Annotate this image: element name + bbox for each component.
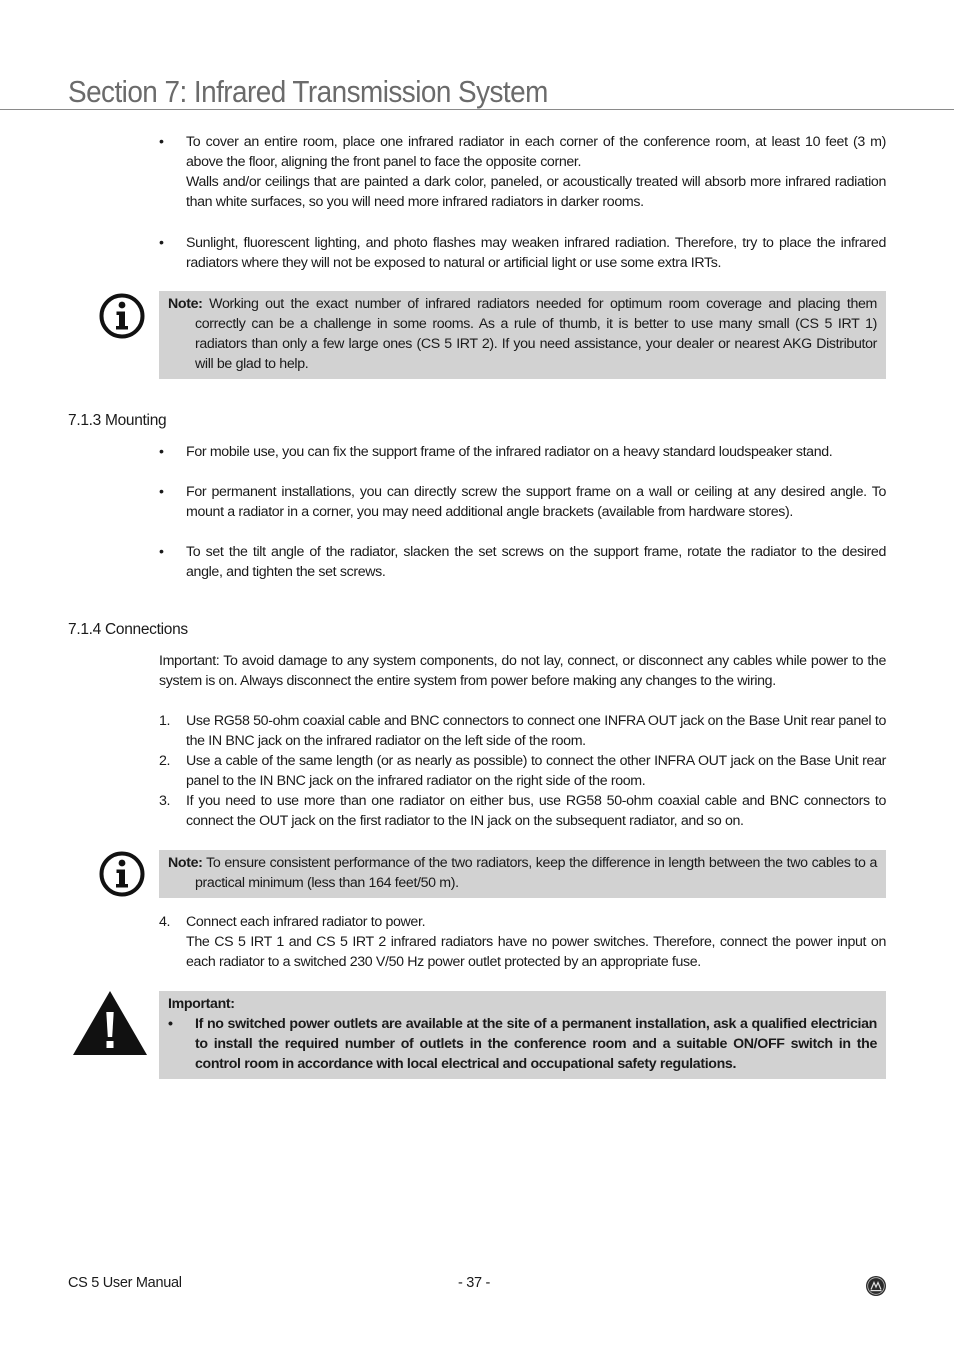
step-text: The CS 5 IRT 1 and CS 5 IRT 2 infrared radiators have no power switches. Therefore, connect the power input on each radiator to a switched 230 V/50 Hz power outlet protected by an appropriate fuse. — [186, 934, 886, 970]
bullet-mark: • — [159, 444, 164, 460]
page-title: Section 7: Infrared Transmission System — [68, 74, 548, 109]
note-label: Note: — [168, 296, 203, 312]
bullet-mark: • — [159, 134, 164, 150]
note-label: Note: — [168, 855, 203, 871]
numbered-step — [159, 711, 886, 751]
bullet-text: For permanent installations, you can directly screw the support frame on a wall or ceiling at any desired angle. To mount a radiator in a corner, you may need additional angle brackets (available from hardware stores). — [186, 484, 886, 520]
step-number: 1. — [159, 713, 171, 729]
akg-logo-icon — [865, 1275, 887, 1297]
bullet-text: Walls and/or ceilings that are painted a dark color, paneled, or acoustically treated will absorb more infrared radiation than white surfaces, so you will need more infrared radiators in darker rooms. — [186, 174, 886, 210]
warning-box — [159, 991, 886, 1079]
bullet-text: To cover an entire room, place one infrared radiator in each corner of the conference room, at least 10 feet (3 m) above the floor, aligning the front panel to face the opposite corner. — [186, 134, 886, 170]
warning-item — [168, 1014, 877, 1074]
bullet-mark: • — [159, 484, 164, 500]
bullet-mark: • — [159, 544, 164, 560]
note-text — [168, 853, 877, 893]
section-heading-connections: 7.1.4 Connections — [68, 621, 188, 638]
note-body: To ensure consistent performance of the two radiators, keep the difference in length between the two cables to a practical minimum (less than 164 feet/50 m). — [195, 855, 877, 891]
bullet-text: For mobile use, you can fix the support frame of the infrared radiator on a heavy standard loudspeaker stand. — [186, 444, 833, 460]
warning-icon — [72, 990, 148, 1056]
step-text: Use RG58 50-ohm coaxial cable and BNC connectors to connect one INFRA OUT jack on the Base Unit rear panel to the IN BNC jack on the infrared radiator on the left side of the room. — [186, 713, 886, 749]
warning-label: Important: — [168, 996, 235, 1012]
footer-page-number: - 37 - — [458, 1275, 491, 1291]
list-item — [159, 442, 886, 462]
info-icon — [98, 850, 146, 898]
bullet-mark: • — [168, 1016, 173, 1032]
numbered-step — [159, 751, 886, 791]
note-body: Working out the exact number of infrared radiators needed for optimum room coverage and placing them correctly can be a challenge in some rooms. As a rule of thumb, it is better to use many small (CS 5 IRT 1) radiators than only a few large ones (CS 5 IRT 2). If you need assistance, your dealer or nearest AKG Distributor will be glad to help. — [195, 296, 877, 372]
numbered-step — [159, 912, 886, 972]
step-number: 4. — [159, 914, 171, 930]
note-text — [168, 294, 877, 374]
section-heading-mounting: 7.1.3 Mounting — [68, 412, 167, 429]
note-box — [159, 291, 886, 379]
note-box — [159, 850, 886, 898]
step-text: If you need to use more than one radiator on either bus, use RG58 50-ohm coaxial cable and BNC connectors to connect the OUT jack on the first radiator to the IN jack on the subsequent radiator, and so on. — [186, 793, 886, 829]
warning-text: If no switched power outlets are available at the site of a permanent installation, ask a qualified electrician to install the required number of outlets in the conference room and a suitable ON/OFF switch in the control room in accordance with local electrical and occupational safety regulations. — [195, 1016, 877, 1072]
title-rule — [0, 109, 954, 110]
numbered-step — [159, 791, 886, 831]
step-number: 2. — [159, 753, 171, 769]
step-number: 3. — [159, 793, 171, 809]
footer-manual-name: CS 5 User Manual — [68, 1275, 182, 1291]
bullet-text: To set the tilt angle of the radiator, slacken the set screws on the support frame, rotate the radiator to the desired angle, and tighten the set screws. — [186, 544, 886, 580]
step-text: Use a cable of the same length (or as nearly as possible) to connect the other INFRA OUT jack on the Base Unit rear panel to the IN BNC jack on the infrared radiator on the right side of the room. — [186, 753, 886, 789]
bullet-mark: • — [159, 235, 164, 251]
step-text: Connect each infrared radiator to power. — [186, 914, 426, 930]
list-item — [159, 233, 886, 273]
list-item — [159, 132, 886, 212]
list-item — [159, 482, 886, 522]
list-item — [159, 542, 886, 582]
bullet-text: Sunlight, fluorescent lighting, and photo flashes may weaken infrared radiation. Therefore, try to place the infrared radiators where they will not be exposed to natural or artificial light or use some extra IRTs. — [186, 235, 886, 271]
info-icon — [98, 292, 146, 340]
important-paragraph: Important: To avoid damage to any system components, do not lay, connect, or disconnect any cables while power to the system is on. Always disconnect the entire system from power before making any changes to the wiring. — [159, 653, 886, 689]
